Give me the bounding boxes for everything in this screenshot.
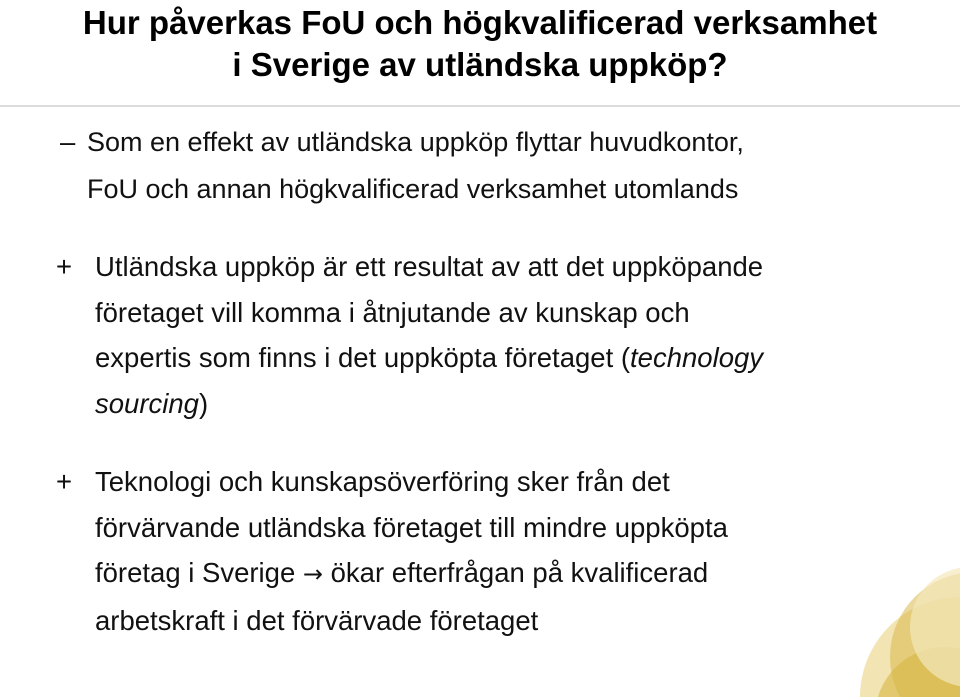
slide-title [40,2,920,86]
bullet-text-line: förvärvande utländska företaget till mindre uppköpta [95,511,728,543]
title-line: i Sverige av utländska uppköp? [232,46,728,83]
bullet-italic-term: sourcing [95,387,199,419]
bullet-italic-term: technology [630,342,764,373]
bullet-item [60,119,880,213]
bullet-text-line [95,335,886,381]
bullet-text-line: arbetskraft i det förvärvade företaget [95,604,539,636]
bullet-text-segment: expertis som finns i det uppköpta företaget ( [95,342,631,373]
bullet-text-line: företaget vill komma i åtnjutande av kunskap och [95,296,690,328]
title-line: Hur påverkas FoU och högkvalificerad verksamhet [82,4,878,41]
minus-bullet-marker: – [60,126,76,157]
plus-bullet-marker: + [56,466,73,497]
bullet-text-line [95,381,886,427]
bullet-text-line [95,550,886,598]
bullet-item [56,459,886,643]
bullet-text-line: FoU och annan högkvalificerad verksamhet utomlands [87,174,739,204]
bullet-text-line: Utländska uppköp är ett resultat av att det uppköpande [95,251,764,282]
bullet-text-segment: ökar efterfrågan på kvalificerad [323,557,709,588]
right-arrow-icon: → [302,560,323,588]
title-divider [0,105,960,107]
bullet-text-segment: företag i Sverige [95,557,303,588]
plus-bullet-marker: + [56,251,73,282]
bullet-text-line: Som en effekt av utländska uppköp flyttar huvudkontor, [87,127,744,157]
bullet-item [56,244,886,426]
bullet-text-line: Teknologi och kunskapsöverföring sker från det [95,466,670,497]
bullet-text-segment: ) [198,387,209,419]
gold-circles-decoration [850,507,960,697]
